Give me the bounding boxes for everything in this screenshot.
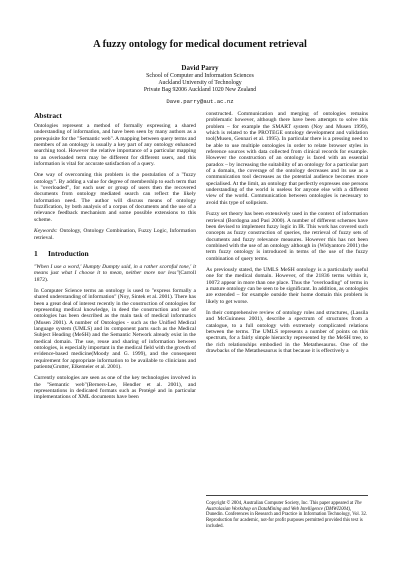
author-name: David Parry [181, 64, 219, 72]
affiliation-line: School of Computer and Information Sciences [146, 72, 254, 79]
body-paragraph: constructed. Communication and merging of ontologies remains problematic however, although there have been attempts to solve this problem – for example the SMART system (Noy and Musen 1999), which is related to the PROTEGE ontology development and validation tool(Musen, Gennari et al. 1995). In particular there is a pressing need to be able to use multiple ontologies in order to relate browser styles in reference sources with data collected from clinical records for example. However the construction of an ontology is faced with an essential paradox – by increasing the suitability of an ontology for a particular part of a domain, the coverage of the ontology decreases and its use as a communication tool decreases as the potential audience becomes more specialised. At the limit, an ontology that perfectly expresses one persons understanding of the world is useless for anyone else with a different view of the world. Communication between ontologies is necessary to avoid this type of solipsism. [206, 111, 368, 206]
body-paragraph: Fuzzy set theory has been extensively used in the context of information retrieval (Bordogna and Pasi 2000). A number of different schemes have been devised to implement fuzzy logic in IR. This work has covered such concepts as fuzzy construction of queries, the retrieval of fuzzy sets of documents and fuzzy relevance measures. However this has not been combined with the use of an ontology although in (Widyantoro 2001) the term fuzzy ontology is introduced in terms of the use of the fuzzy combination of query terms. [206, 211, 368, 262]
copyright-footnote [206, 495, 368, 530]
body-paragraph: As previously stated, the UMLS MeSH ontology is a particularly useful one for the medical domain. However, of the 21836 terms within it, 10072 appear in more than one place. Thus the "overloading" of terms in a mature ontology can be seen to be significant. In addition, as ontologies are extended – for example outside their home domain this problem is likely to get worse. [206, 266, 368, 305]
affiliation-line: Auckland University of Technology [158, 79, 242, 86]
epigraph-quote: "When I use a word,' Humpty Dumpty said, in a rather scornful tone,' it means just what I choose it to mean, neither more nor less" [34, 263, 196, 277]
abstract-paragraph: Ontologies represent a method of formally expressing a shared understanding of information, and have been seen by many authors as a prerequisite for the "Semantic web". A mapping between query terms and members of an ontology is usually a key part of any ontology enhanced searching tool. However the relative importance of a particular mapping to an overloaded term may be different for different users, and this information is vital for accurate satisfaction of a query. [34, 123, 196, 168]
footnote-venue: The Australasian Workshop on DataMining and Web Intelligence (DMWI2004), [206, 501, 362, 512]
section-title: Introduction [48, 248, 89, 258]
section-number: 1 [34, 248, 38, 258]
keywords [34, 228, 196, 241]
epigraph-citation: (Carroll 1872). [34, 270, 196, 283]
abstract-heading: Abstract [34, 111, 62, 120]
body-paragraph: In Computer Science terms an ontology is used to "express formally a shared understanding of information" (Noy, Sintek et al. 2001). There has been a great deal of interest recently in the construction of ontologies for representing medical knowledge, in deed the construction and use of ontologies has been described as the main task of medical informatics (Musen 2001). A number of Ontologies - such as the Unified Medical language system (UMLS) and its component parts such as the Medical Subject Heading (MeSH) and the Semantic Network already exist in the medical domain. The use, reuse and sharing of information between ontologies, is especially important in the medical field with the growth of evidence-based medicine(Moody and G. 1999), and the consequent requirement for appropriate information to be available to clinicians and patients(Grutter, Eikemeier et al. 2001). [34, 287, 197, 370]
body-paragraph: In their comprehensive review of ontology roles and structures, (Lassila and McGuinness 2001), describe a spectrum of structures from a catalogue, to a full ontology with extremely complicated relations between the terms. The UMLS represents a number of points on this spectrum, for a fairly simple hierarchy represented by the MeSH tree, to the rich relationships embodied in the Metathesaurus. One of the drawbacks of the Metathesaurus is that because it is effectively a [206, 309, 368, 355]
right-column [206, 111, 368, 359]
body-paragraph: Currently ontologies are seen as one of the key technologies involved in the "Semantic web"(Berners-Lee, Hendler et al. 2001), and representations in dedicated formats such as Protégé and in particular implementations of XML documents have been [34, 375, 196, 401]
left-column [34, 111, 196, 406]
affiliation-line: Private Bag 92006 Auckland 1020 New Zealand [143, 86, 257, 93]
footnote-text: Copyright © 2004, Australian Computer Society, Inc. This paper appeared at [206, 501, 354, 506]
paper-title: A fuzzy ontology for medical document retrieval [93, 39, 307, 50]
author-email: Dave.parry@aut.ac.nz [166, 98, 234, 106]
abstract-paragraph: One way of overcoming this problem is the postulation of a "fuzzy ontology". By adding a value for degree of membership to each term that is "overloaded", for each user or group of users then the recovered documents from ontology mediated search can reflect the likely information need. The author will discuss means of ontology fuzzification, by both analysis of a corpus of documents and the use of a relevance feedback mechanism and some possible extensions to this scheme. [34, 172, 196, 223]
footnote-text: Dunedin. Conferences in Research and Practice in Information Technology, Vol. 32. Reproduction for academic, not-for profit purposes permitted provided this text is included. [206, 512, 368, 529]
keywords-label: Keywords: [34, 228, 58, 235]
keywords-text: Ontology, Ontology Combination, Fuzzy Logic, Information retrieval. [34, 228, 196, 241]
author-block [0, 64, 400, 105]
section-heading [34, 249, 196, 258]
epigraph [34, 264, 196, 283]
